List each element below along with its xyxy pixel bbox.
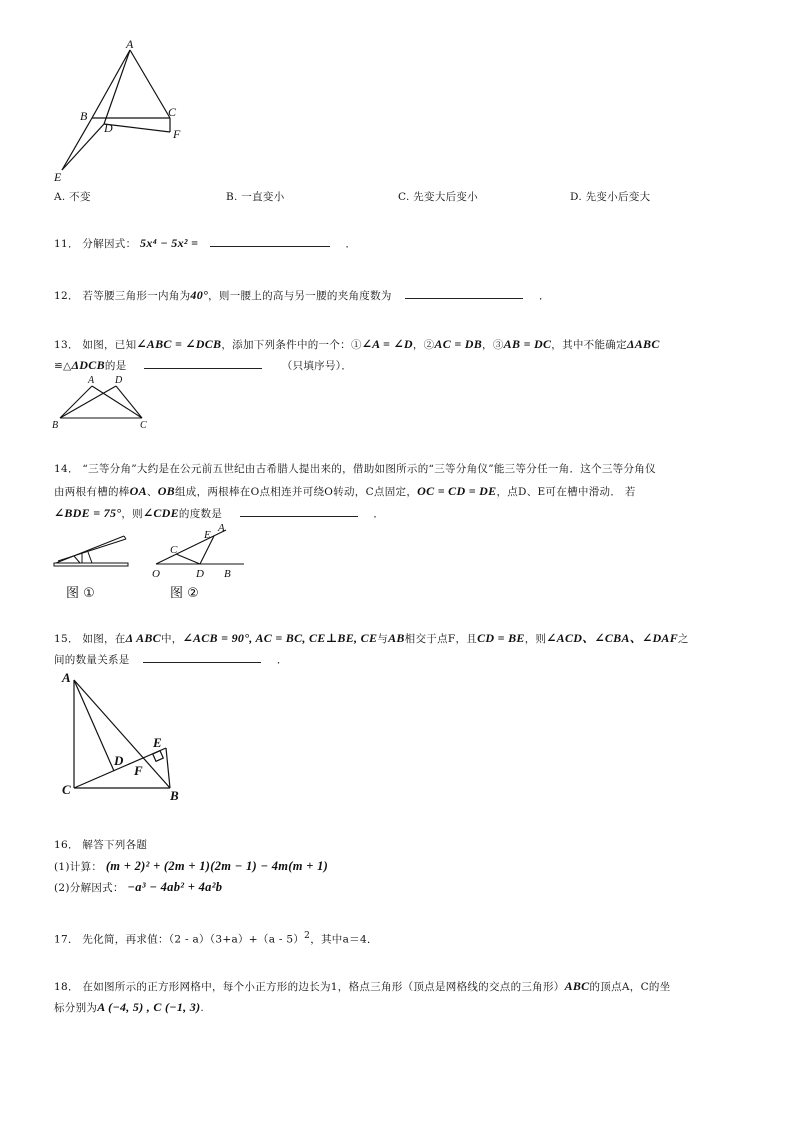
q18-text: 18． 在如图所示的正方形网格中，每个小正方形的边长为1，格点三角形（顶点是网格线的交点的三角形） — [54, 981, 565, 993]
q15-text: 间的数量关系是 — [54, 654, 130, 666]
q13-line-1 — [54, 337, 660, 352]
q13-figure — [50, 372, 160, 432]
q11-expression: 5x⁴ − 5x² = — [140, 236, 199, 250]
q13-text: （只填序号）． — [281, 360, 353, 372]
q11-answer-blank[interactable] — [210, 236, 330, 247]
q10-label-a: A — [126, 37, 134, 51]
q13-triangle-abc: ΔABC — [626, 337, 660, 351]
q14-angle-cde: ∠CDE — [142, 506, 179, 520]
q10-option-c: C. 先变大后变小 — [398, 191, 479, 203]
q15-answer-blank[interactable] — [143, 652, 261, 663]
q13-text: ，③ — [482, 339, 504, 351]
q10-label-d: D — [104, 121, 113, 135]
q14-line-2 — [54, 484, 636, 499]
q13-text: ，其中不能确定 — [551, 339, 627, 351]
q15-ab: AB — [388, 631, 405, 645]
q17-tail: ，其中a＝4． — [310, 933, 378, 946]
q15-text: 之 — [678, 633, 689, 645]
q15-line-2 — [54, 652, 288, 667]
q15-figure — [58, 668, 198, 808]
q13-condition-1: ∠A = ∠D — [361, 337, 413, 351]
q16-title: 16． 解答下列各题 — [54, 839, 148, 851]
q15-text: 与 — [377, 633, 389, 645]
q11-prefix: 11． 分解因式： — [54, 238, 137, 250]
q14-ob: OB — [157, 484, 175, 498]
q12-answer-blank[interactable] — [405, 288, 523, 299]
q15-cd-be: CD = BE — [477, 631, 525, 645]
q13-text: 13． 如图，已知 — [54, 339, 137, 351]
q12-text-b: ，则一腰上的高与另一腰的夹角度数为 — [208, 290, 392, 302]
q13-condition-3: AB = DC — [503, 337, 552, 351]
q14-line-3 — [54, 506, 384, 521]
q17-line — [54, 929, 378, 947]
q14-label-d: D — [196, 568, 204, 580]
q14-text: 由两根有槽的棒 — [54, 486, 130, 498]
q15-angles: ∠ACD、∠CBA、∠DAF — [546, 631, 679, 645]
q18-triangle: ABC — [564, 979, 590, 993]
q15-conditions: ∠ACB = 90°, AC = BC, CE⊥BE, CE — [182, 631, 378, 645]
q14-text: ，则 — [121, 508, 143, 520]
q13-text: 的是 — [104, 360, 127, 372]
q16-part-2 — [54, 880, 222, 895]
q12-suffix: ． — [539, 290, 550, 302]
q15-text: 相交于点F，且 — [404, 633, 478, 645]
q14-answer-blank[interactable] — [240, 506, 358, 517]
q10-label-f: F — [173, 127, 181, 141]
q10-figure — [52, 36, 192, 186]
q13-answer-blank[interactable] — [144, 358, 262, 369]
q15-label-a: A — [62, 670, 71, 685]
q11-suffix: ． — [345, 238, 357, 250]
q15-triangle: Δ ABC — [125, 631, 161, 645]
q14-figure-1 — [52, 528, 132, 572]
q13-given: ∠ABC = ∠DCB — [136, 337, 222, 351]
q14-figure-2 — [148, 520, 248, 582]
q14-label-c: C — [170, 544, 178, 556]
q15-label-f: F — [134, 763, 143, 778]
q10-option-d: D. 先变小后变大 — [570, 191, 651, 203]
q14-label-o: O — [152, 568, 160, 580]
q17-exponent: 2 — [304, 931, 311, 941]
q14-figure-1-caption: 图 ① — [66, 586, 95, 601]
q15-label-b: B — [170, 788, 179, 803]
q18-text: . — [200, 1002, 205, 1014]
q10-option-b: B. 一直变小 — [226, 191, 285, 203]
q13-triangle-dcb: ΔDCB — [71, 358, 105, 372]
q13-text: ，② — [412, 339, 435, 351]
q18-text: 标分别为 — [54, 1002, 98, 1014]
q13-condition-2: AC = DB — [434, 337, 483, 351]
q13-label-c: C — [140, 420, 147, 431]
q12-angle: 40° — [190, 288, 209, 302]
q18-line-1 — [54, 979, 671, 994]
q14-angle-bde: ∠BDE = 75° — [54, 506, 122, 520]
q16-part-2-expression: −a³ − 4ab² + 4a²b — [127, 880, 223, 894]
q14-line-1: 14． “三等分角”大约是在公元前五世纪由古希腊人提出来的，借助如图所示的“三等分角仪”能三等分任一角．这个三等分角仪 — [54, 463, 656, 475]
q15-text: 中， — [160, 633, 183, 645]
q10-option-a: A. 不变 — [54, 191, 91, 203]
q13-line-2 — [54, 358, 352, 373]
q14-label-b: B — [224, 568, 231, 580]
q14-label-a: A — [218, 522, 225, 534]
q14-text: 的度数是 — [178, 508, 223, 520]
q13-label-d: D — [115, 375, 123, 386]
q14-figure-2-caption: 图 ② — [170, 586, 199, 601]
q12-text-a: 12． 若等腰三角形一内角为 — [54, 290, 191, 302]
q16-part-1-expression: (m + 2)² + (2m + 1)(2m − 1) − 4m(m + 1) — [105, 859, 329, 873]
q16-part-1-label: (1)计算： — [54, 861, 103, 873]
q16-part-1 — [54, 859, 328, 874]
q14-oa: OA — [129, 484, 147, 498]
q14-text: 组成，两根棒在O点相连并可绕O转动，C点固定， — [174, 486, 418, 498]
q13-text: ≌△ — [54, 360, 72, 372]
q14-text: ，点D、E可在槽中滑动． 若 — [496, 486, 636, 498]
q10-label-c: C — [168, 105, 177, 119]
q10-label-e: E — [54, 170, 62, 184]
q13-text: ，添加下列条件中的一个：① — [221, 339, 362, 351]
q17-text: 17． 先化简，再求值：（2 - a）（3+a）+（a - 5） — [54, 933, 305, 946]
q18-coordinates: A (−4, 5) , C (−1, 3) — [97, 1000, 201, 1014]
q18-line-2 — [54, 1000, 204, 1015]
q10-label-b: B — [80, 109, 88, 123]
q15-text: 15． 如图，在 — [54, 633, 126, 645]
q15-line-1 — [54, 631, 689, 646]
q15-text: ，则 — [524, 633, 547, 645]
q15-label-c: C — [62, 782, 71, 797]
q16-part-2-label: (2)分解因式： — [54, 882, 124, 894]
q13-label-a: A — [88, 375, 95, 386]
q14-suffix: ． — [373, 508, 385, 520]
q11-line — [54, 236, 356, 251]
q15-suffix: ． — [276, 654, 288, 666]
q14-text: 、 — [146, 486, 158, 498]
q14-label-e: E — [204, 529, 211, 541]
q14-equation: OC = CD = DE — [417, 484, 497, 498]
q15-label-e: E — [153, 735, 162, 750]
q15-label-d: D — [114, 753, 124, 768]
q13-label-b: B — [52, 420, 59, 431]
q12-line — [54, 288, 550, 303]
q18-text: 的顶点A，C的坐 — [589, 981, 671, 993]
